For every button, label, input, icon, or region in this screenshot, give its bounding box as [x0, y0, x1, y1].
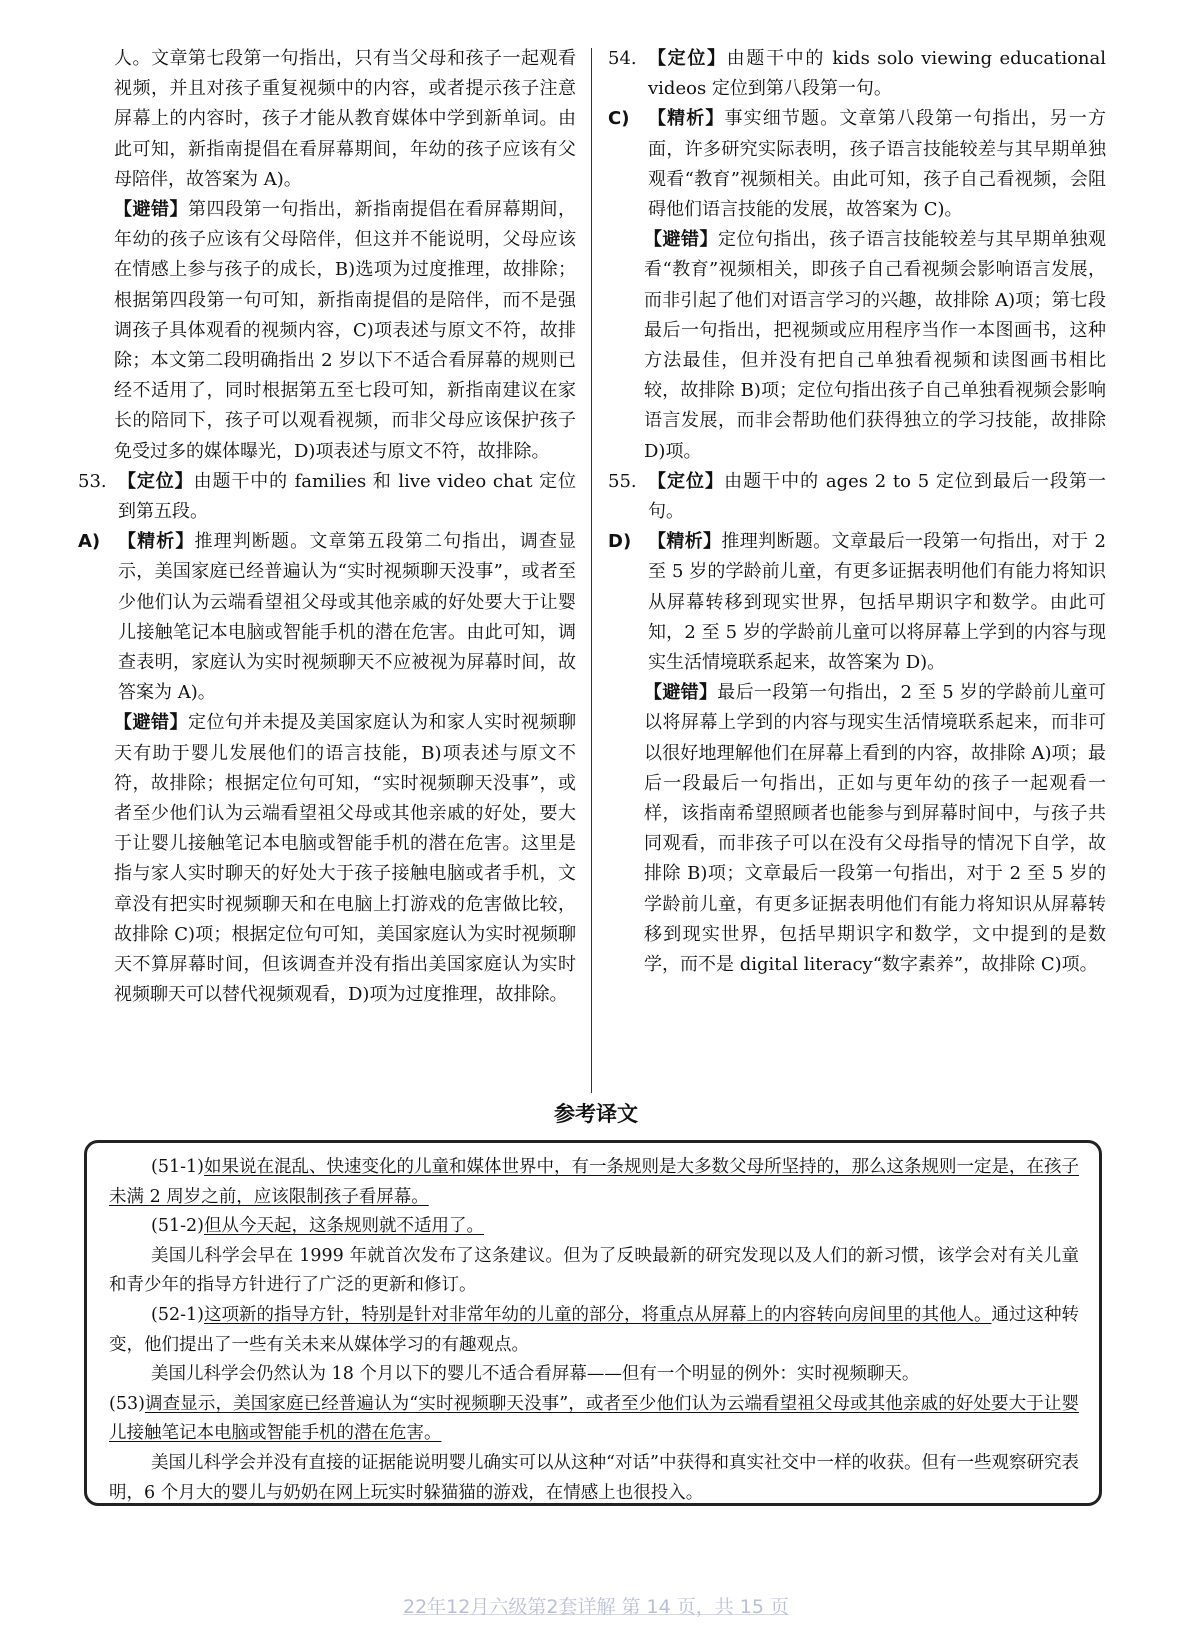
answer-letter: D) — [608, 531, 632, 553]
q54-locate — [608, 44, 1106, 104]
page-footer — [0, 1592, 1192, 1619]
translation-paragraph — [109, 1390, 1079, 1449]
analysis-label: 【精析】 — [118, 531, 195, 553]
translation-paragraph — [109, 1360, 1079, 1390]
q52-analysis-continued — [78, 44, 576, 195]
column-divider — [591, 48, 592, 1093]
translation-paragraph — [109, 1242, 1079, 1301]
paragraph-text: 美国儿科学会并没有直接的证据能说明婴儿确实可以从这种“对话”中获得和真实社交中一样的收获。但有一些观察研究表明，6 个月大的婴儿与奶奶在网上玩实时躲猫猫的游戏，在情感上也很投入。 — [109, 1452, 1079, 1503]
q54-error-analysis — [608, 225, 1106, 467]
translation-paragraph — [109, 1212, 1079, 1242]
paragraph-text: 美国儿科学会早在 1999 年就首次发布了这条建议。但为了反映最新的研究发现以及人们的新习惯，该学会对有关儿童和青少年的指导方针进行了广泛的更新和修订。 — [109, 1245, 1079, 1296]
paragraph-tag: (51-2) — [151, 1216, 204, 1237]
translation-box — [84, 1140, 1102, 1506]
q52-error-text: 第四段第一句指出，新指南提倡在看屏幕期间，年幼的孩子应该有父母陪伴，但这并不能说明，父母应该在情感上参与孩子的成长，B)选项为过度推理，故排除；根据第四段第一句可知，新指南提倡的是陪伴，而不是强调孩子具体观看的视频内容，C)项表述与原文不符，故排除；本文第二段明确指出 2 岁以下不适合看屏幕的规则已经不适用了，同时根据第五至七段可知，新指南建议在家长的陪同下，孩子可以观看视频，而非父母应该保护孩子免受过多的媒体曝光，D)项表述与原文不符，故排除。 — [114, 199, 576, 462]
error-label: 【避错】 — [644, 682, 718, 704]
translation-paragraph — [109, 1153, 1079, 1212]
q55-error-text: 最后一段第一句指出，2 至 5 岁的学龄前儿童可以将屏幕上学到的内容与现实生活情境联系起来，而非可以很好地理解他们在屏幕上看到的内容，故排除 A)项；最后一段最后一句指出，正如与更年幼的孩子一起观看一样，该指南希望照顾者也能参与到屏幕时间中，与孩子共同观看，而非孩子可以在没有父母指导的情况下自学，故排除 B)项；文章最后一段第一句指出，对于 2 至 5 岁的学龄前儿童，有更多证据表明他们有能力将知识从屏幕转移到现实世界，包括早期识字和数学，文中提到的是数学，而不是 digital literacy“数字素养”，故排除 C)项。 — [644, 682, 1107, 976]
q55-locate-text: 由题干中的 ages 2 to 5 定位到最后一段第一句。 — [648, 470, 1107, 523]
question-number: 53. — [78, 470, 107, 492]
underlined-sentence: 如果说在混乱、快速变化的儿童和媒体世界中，有一条规则是大多数父母所坚持的，那么这条规则一定是，在孩子未满 2 周岁之前，应该限制孩子看屏幕。 — [109, 1157, 1079, 1207]
answer-letter: C) — [608, 108, 630, 130]
q54-locate-text: 由题干中的 kids solo viewing educational videos 定位到第八段第一句。 — [648, 48, 1106, 100]
question-number: 55. — [608, 470, 637, 492]
q53-locate — [78, 467, 576, 527]
locate-label: 【定位】 — [648, 48, 727, 69]
q55-analysis — [608, 527, 1106, 678]
q54-error-text: 定位句指出，孩子语言技能较差与其早期单独观看“教育”视频相关，即孩子自己看视频会影响语言发展，而非引起了他们对语言学习的兴趣，故排除 A)项；第七段最后一句指出，把视频或应用程序当作一本图画书，这种方法最佳，但并没有把自己单独看视频和读图画书相比较，故排除 B)项；定位句指出孩子自己单独看视频会影响语言发展，而非会帮助他们获得独立的学习技能，故排除 D)项。 — [644, 229, 1106, 462]
underlined-sentence: 但从今天起，这条规则就不适用了。 — [203, 1216, 484, 1237]
q53-error-analysis — [78, 708, 576, 1010]
translation-paragraph — [109, 1449, 1079, 1508]
q55-locate — [608, 467, 1106, 527]
q54-analysis — [608, 104, 1106, 225]
q55-analysis-text: 推理判断题。文章最后一段第一句指出，对于 2 至 5 岁的学龄前儿童，有更多证据表明他们有能力将知识从屏幕转移到现实世界，包括早期识字和数学。由此可知，2 至 5 岁的学龄前儿童可以将屏幕上学到的内容与现实生活情境联系起来，故答案为 D)。 — [648, 531, 1107, 674]
question-number: 54. — [608, 48, 637, 69]
q52-error-analysis — [78, 195, 576, 467]
analysis-label: 【精析】 — [648, 108, 725, 130]
error-label: 【避错】 — [114, 199, 188, 221]
translation-paragraph — [109, 1301, 1079, 1360]
translation-title: 参考译文 — [554, 1102, 638, 1126]
underlined-sentence: 这项新的指导方针，特别是针对非常年幼的儿童的部分，将重点从屏幕上的内容转向房间里的其他人。 — [203, 1304, 992, 1325]
page-footer-text: 22年12月六级第2套详解 第 14 页，共 15 页 — [403, 1596, 789, 1618]
paragraph-text: 美国儿科学会仍然认为 18 个月以下的婴儿不适合看屏幕——但有一个明显的例外：实时视频聊天。 — [151, 1364, 920, 1385]
left-column — [78, 44, 576, 1011]
paragraph-text: 通过这种转变，他们提出了一些有关未来从媒体学习的有趣观点。 — [109, 1304, 1080, 1355]
analysis-label: 【精析】 — [648, 531, 722, 553]
q53-analysis — [78, 527, 576, 708]
q55-error-analysis — [608, 678, 1106, 980]
q53-locate-text: 由题干中的 families 和 live video chat 定位到第五段。 — [118, 470, 576, 523]
locate-label: 【定位】 — [118, 470, 194, 492]
underlined-sentence: 调查显示，美国家庭已经普遍认为“实时视频聊天没事”，或者至少他们认为云端看望祖父母或其他亲戚的好处要大于让婴儿接触笔记本电脑或智能手机的潜在危害。 — [109, 1393, 1079, 1444]
q53-analysis-text: 推理判断题。文章第五段第二句指出，调查显示，美国家庭已经普遍认为“实时视频聊天没事”，或者至少他们认为云端看望祖父母或其他亲戚的好处要大于让婴儿接触笔记本电脑或智能手机的潜在危害。由此可知，调查表明，家庭认为实时视频聊天不应被视为屏幕时间，故答案为 A)。 — [118, 531, 577, 704]
paragraph-tag: (51-1) — [151, 1157, 204, 1177]
answer-letter: A) — [78, 531, 101, 553]
error-label: 【避错】 — [644, 229, 718, 251]
error-label: 【避错】 — [114, 712, 188, 734]
paragraph-tag: (53) — [109, 1393, 145, 1414]
q54-analysis-text: 事实细节题。文章第八段第一句指出，另一方面，许多研究实际表明，孩子语言技能较差与其早期单独观看“教育”视频相关。由此可知，孩子自己看视频，会阻碍他们语言技能的发展，故答案为 C)。 — [648, 108, 1107, 221]
q53-error-text: 定位句并未提及美国家庭认为和家人实时视频聊天有助于婴儿发展他们的语言技能，B)项表述与原文不符，故排除；根据定位句可知，“实时视频聊天没事”，或者至少他们认为云端看望祖父母或其他亲戚的好处，要大于让婴儿接触笔记本电脑或智能手机的潜在危害。这里是指与家人实时聊天的好处大于孩子接触电脑或者手机，文章没有把实时视频聊天和在电脑上打游戏的危害做比较，故排除 C)项；根据定位句可知，美国家庭认为实时视频聊天不算屏幕时间，但该调查并没有指出美国家庭认为实时视频聊天可以替代视频观看，D)项为过度推理，故排除。 — [114, 712, 576, 1006]
locate-label: 【定位】 — [648, 470, 725, 492]
paragraph-tag: (52-1) — [151, 1304, 204, 1325]
right-column — [608, 44, 1106, 980]
q52-analysis-text: 人。文章第七段第一句指出，只有当父母和孩子一起观看视频，并且对孩子重复视频中的内容，或者提示孩子注意屏幕上的内容时，孩子才能从教育媒体中学到新单词。由此可知，新指南提倡在看屏幕期间，年幼的孩子应该有父母陪伴，故答案为 A)。 — [114, 48, 576, 190]
